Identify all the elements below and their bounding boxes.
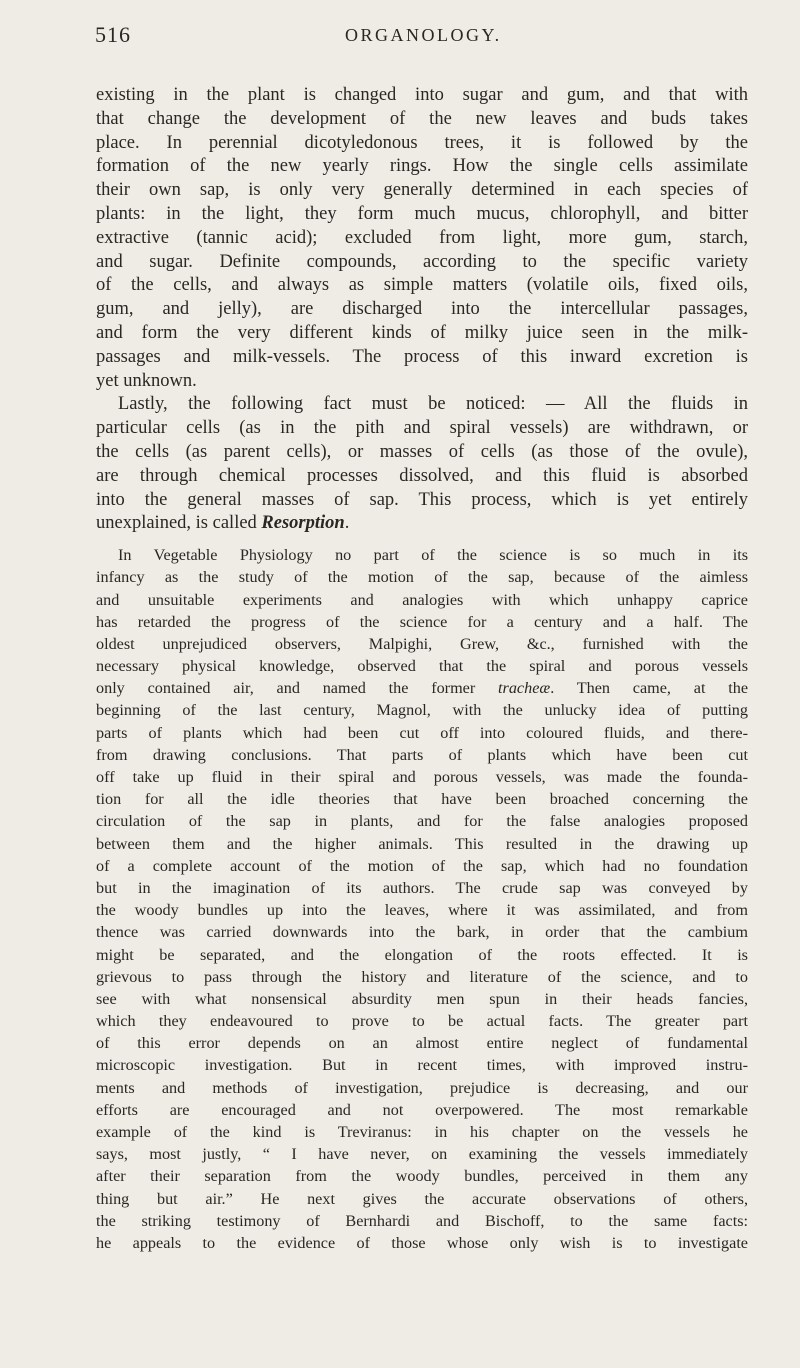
text-fragment: . Then came, at the <box>550 679 748 698</box>
italic-term: tracheæ <box>498 679 551 698</box>
paragraph-sap-motion <box>96 544 748 1254</box>
page-header <box>95 22 747 54</box>
text-line: and sugar. Definite compounds, according to the specific variety <box>96 251 748 272</box>
text-line: of a complete account of the motion of the sap, which had no foundation <box>96 856 748 875</box>
text-line: the cells (as parent cells), or masses of cells (as those of the ovule), <box>96 441 748 462</box>
text-line: of this error depends on an almost entire neglect of fundamental <box>96 1034 748 1053</box>
text-line: and form the very different kinds of milky juice seen in the milk- <box>96 322 748 343</box>
text-line: see with what nonsensical absurdity men spun in their heads fancies, <box>96 989 748 1008</box>
page-number: 516 <box>95 22 131 47</box>
text-line: yet unknown. <box>96 370 197 391</box>
text-fragment: unexplained, is called <box>96 513 262 534</box>
text-line <box>96 677 748 699</box>
paragraph-resorption <box>96 393 748 536</box>
text-line: between them and the higher animals. This resulted in the drawing up <box>96 834 748 853</box>
text-line: after their separation from the woody bundles, perceived in them any <box>96 1167 748 1186</box>
text-line: parts of plants which had been cut off into coloured fluids, and there- <box>96 723 748 742</box>
text-line: thence was carried downwards into the bark, in order that the cambium <box>96 923 748 942</box>
text-line: place. In perennial dicotyledonous trees, it is followed by the <box>96 132 748 153</box>
text-line: grievous to pass through the history and literature of the science, and to <box>96 967 748 986</box>
text-line: their own sap, is only very generally determined in each species of <box>96 180 748 201</box>
text-line: ments and methods of investigation, prejudice is decreasing, and our <box>96 1078 748 1097</box>
text-line: says, most justly, “ I have never, on examining the vessels immediately <box>96 1145 748 1164</box>
paragraph-gap <box>96 536 748 544</box>
text-line: has retarded the progress of the science for a century and a half. The <box>96 612 748 631</box>
text-line: the striking testimony of Bernhardi and Bischoff, to the same facts: <box>96 1211 748 1230</box>
text-line: particular cells (as in the pith and spiral vessels) are withdrawn, or <box>96 418 748 439</box>
running-head: ORGANOLOGY. <box>345 25 502 45</box>
text-line: beginning of the last century, Magnol, with the unlucky idea of putting <box>96 701 748 720</box>
text-line: that change the development of the new leaves and buds takes <box>96 108 748 129</box>
body-text <box>96 84 748 1254</box>
text-line: gum, and jelly), are discharged into the intercellular passages, <box>96 299 748 320</box>
text-line: off take up fluid in their spiral and porous vessels, was made the founda- <box>96 768 748 787</box>
text-line <box>96 512 748 536</box>
text-line: necessary physical knowledge, observed that the spiral and porous vessels <box>96 657 748 676</box>
text-line: circulation of the sap in plants, and for the false analogies proposed <box>96 812 748 831</box>
text-line: existing in the plant is changed into sugar and gum, and that with <box>96 85 748 105</box>
text-line: he appeals to the evidence of those whose only wish is to investigate <box>96 1233 748 1252</box>
text-line: the woody bundles up into the leaves, where it was assimilated, and from <box>96 901 748 920</box>
text-fragment: . <box>344 513 350 534</box>
text-line: extractive (tannic acid); excluded from light, more gum, starch, <box>96 227 748 248</box>
text-line: oldest unprejudiced observers, Malpighi, Grew, &c., furnished with the <box>96 634 748 653</box>
text-line: into the general masses of sap. This process, which is yet entirely <box>96 489 748 510</box>
text-line: plants: in the light, they form much mucus, chlorophyll, and bitter <box>96 203 748 224</box>
text-line: efforts are encouraged and not overpowered. The most remarkable <box>96 1100 748 1119</box>
text-line: and unsuitable experiments and analogies with which unhappy caprice <box>96 590 748 609</box>
text-line: In Vegetable Physiology no part of the science is so much in its <box>118 546 748 565</box>
text-line: might be separated, and the elongation of the roots effected. It is <box>96 945 748 964</box>
text-fragment: only contained air, and named the former <box>96 679 499 698</box>
text-line: Lastly, the following fact must be noticed: — All the fluids in <box>118 394 748 415</box>
text-line: tion for all the idle theories that have been broached concerning the <box>96 790 748 809</box>
text-line: thing but air.” He next gives the accurate observations of others, <box>96 1189 748 1208</box>
text-line: example of the kind is Treviranus: in his chapter on the vessels he <box>96 1123 748 1142</box>
defined-term: Resorption <box>261 513 345 534</box>
text-line: of the cells, and always as simple matters (volatile oils, fixed oils, <box>96 275 748 296</box>
text-line: from drawing conclusions. That parts of plants which have been cut <box>96 745 748 764</box>
text-line: microscopic investigation. But in recent times, with improved instru- <box>96 1056 748 1075</box>
paragraph-sap-assimilation <box>96 84 748 393</box>
text-line: are through chemical processes dissolved, and this fluid is absorbed <box>96 465 748 486</box>
text-line: infancy as the study of the motion of the sap, because of the aimless <box>96 568 748 587</box>
text-line: passages and milk-vessels. The process of this inward excretion is <box>96 346 748 367</box>
text-line: which they endeavoured to prove to be actual facts. The greater part <box>96 1012 748 1031</box>
text-line: formation of the new yearly rings. How the single cells assimilate <box>96 156 748 177</box>
text-line: but in the imagination of its authors. The crude sap was conveyed by <box>96 878 748 897</box>
